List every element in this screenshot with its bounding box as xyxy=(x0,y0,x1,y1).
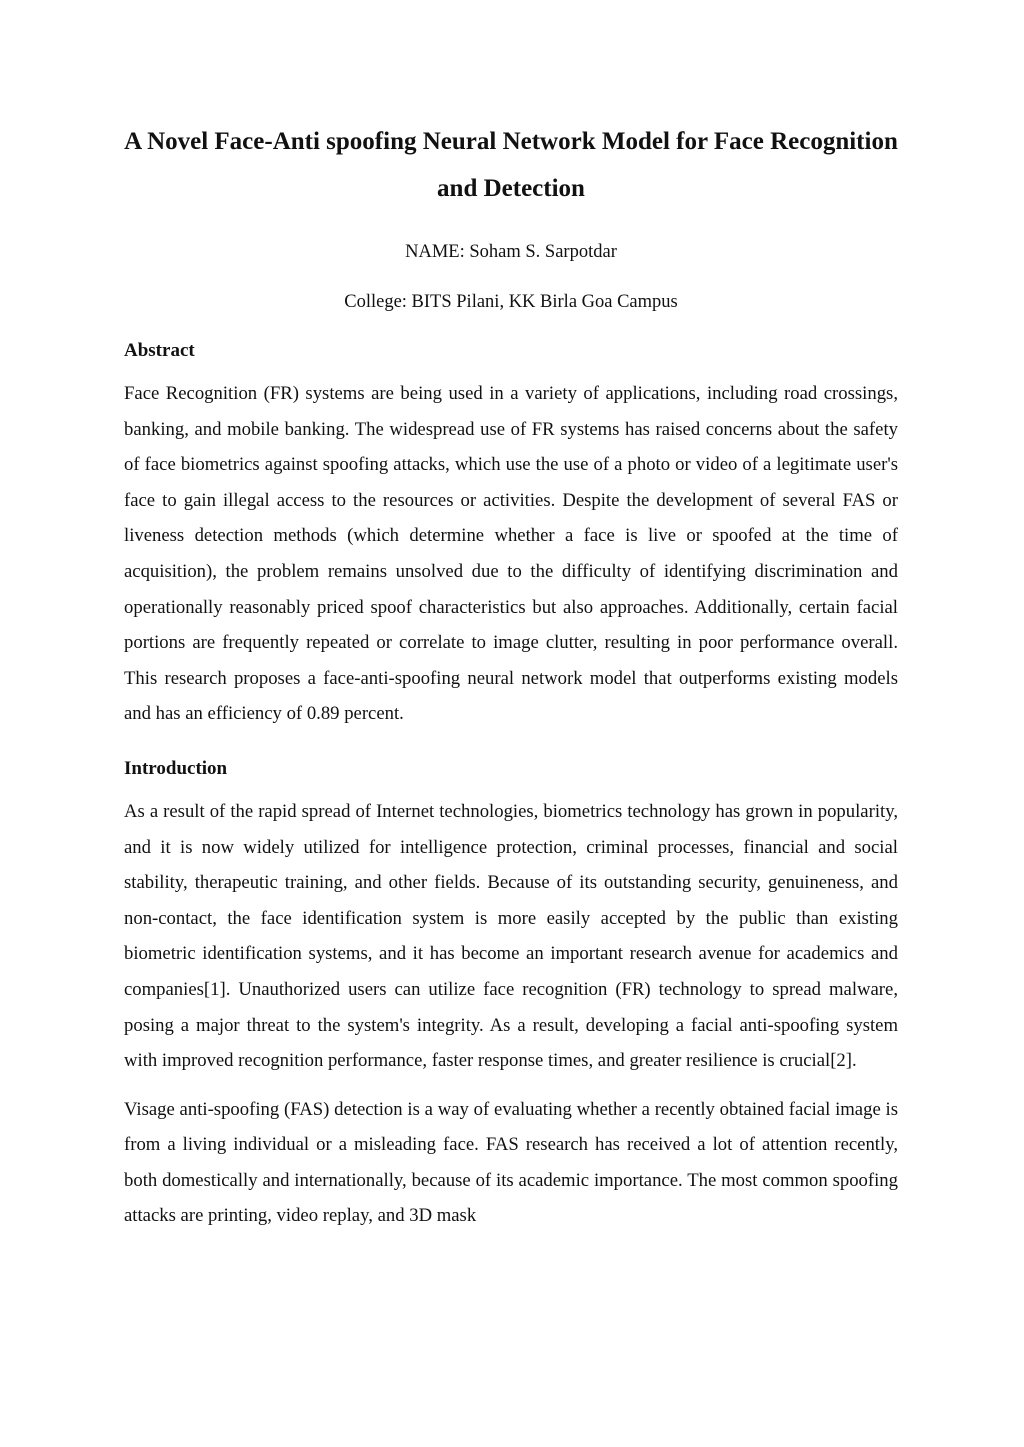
college-line: College: BITS Pilani, KK Birla Goa Campus xyxy=(344,292,678,312)
introduction-paragraph-2: Visage anti-spoofing (FAS) detection is a way of evaluating whether a recently obtained facial image is from a living individual or a misleading face. FAS research has received a lot of attention recently, both domestically and internationally, because of its academic importance. The most common spoofing attacks are printing, video replay, and 3D mask xyxy=(124,1098,898,1227)
abstract-heading: Abstract xyxy=(124,340,195,361)
paper-title: A Novel Face-Anti spoofing Neural Network Model for Face Recognition and Detection xyxy=(124,128,898,202)
paper-page xyxy=(124,118,898,1234)
author-line: NAME: Soham S. Sarpotdar xyxy=(405,242,617,262)
introduction-paragraph-1: As a result of the rapid spread of Internet technologies, biometrics technology has grown in popularity, and it is now widely utilized for intelligence protection, criminal processes, financial and social stability, therapeutic training, and other fields. Because of its outstanding security, genuineness, and non-contact, the face identification system is more easily accepted by the public than existing biometric identification systems, and it has become an important research avenue for academics and companies[1]. Unauthorized users can utilize face recognition (FR) technology to spread malware, posing a major threat to the system's integrity. As a result, developing a facial anti-spoofing system with improved recognition performance, faster response times, and greater resilience is crucial[2]. xyxy=(124,800,898,1072)
abstract-paragraph: Face Recognition (FR) systems are being used in a variety of applications, including road crossings, banking, and mobile banking. The widespread use of FR systems has raised concerns about the safety of face biometrics against spoofing attacks, which use the use of a photo or video of a legitimate user's face to gain illegal access to the resources or activities. Despite the development of several FAS or liveness detection methods (which determine whether a face is live or spoofed at the time of acquisition), the problem remains unsolved due to the difficulty of identifying discrimination and operationally reasonably priced spoof characteristics but also approaches. Additionally, certain facial portions are frequently repeated or correlate to image clutter, resulting in poor performance overall. This research proposes a face-anti-spoofing neural network model that outperforms existing models and has an efficiency of 0.89 percent. xyxy=(124,383,898,725)
introduction-heading: Introduction xyxy=(124,757,228,779)
